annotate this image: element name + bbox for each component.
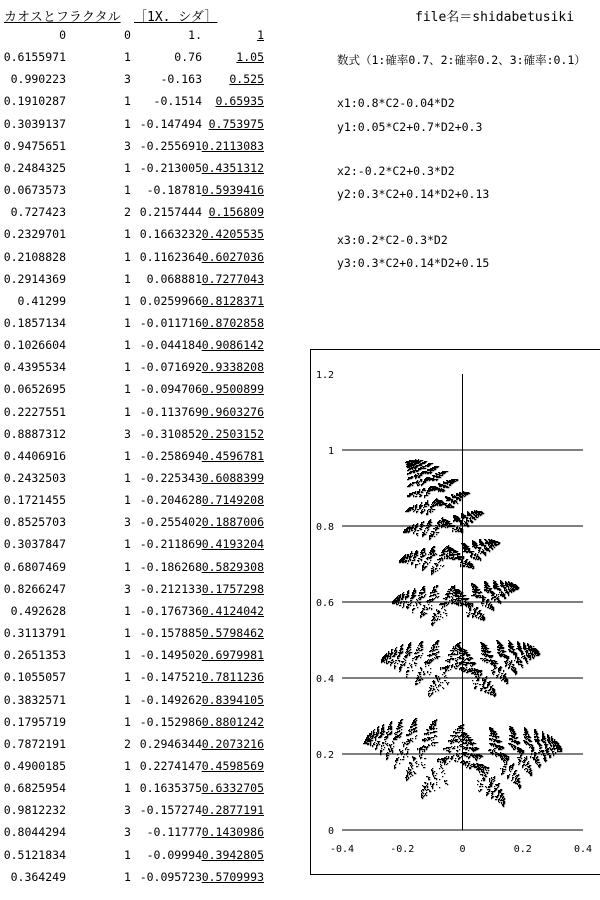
map-choice-cell: 0 xyxy=(124,28,131,42)
table-row xyxy=(0,316,300,334)
x-value-cell: -0.258694 xyxy=(139,448,202,463)
x-value-cell: -0.095723 xyxy=(139,869,202,884)
map-choice-cell: 1 xyxy=(124,493,131,508)
fern-scatter-chart xyxy=(310,349,600,875)
x-value-cell: -0.213005 xyxy=(139,160,202,175)
table-row xyxy=(0,670,300,688)
random-value-cell: 0.727423 xyxy=(10,205,66,220)
table-row xyxy=(0,803,300,821)
random-value-cell: 0.8266247 xyxy=(3,581,66,596)
x-value-cell: -0.186268 xyxy=(139,559,202,574)
map-choice-cell: 3 xyxy=(124,803,131,818)
chart-tick-labels xyxy=(316,370,592,855)
table-row xyxy=(0,338,300,356)
y-value-cell: 0.9603276 xyxy=(201,404,264,419)
table-row xyxy=(0,94,300,112)
map-choice-cell: 1 xyxy=(124,293,131,308)
map-choice-cell: 3 xyxy=(124,515,131,530)
random-value-cell: 0.4900185 xyxy=(3,758,66,773)
x-value-cell: -0.255691 xyxy=(139,138,202,153)
sheet-title: カオスとフラクタル xyxy=(4,10,121,25)
map-choice-cell: 1 xyxy=(124,692,131,707)
table-row xyxy=(0,272,300,290)
x-value-cell: -0.152986 xyxy=(139,714,202,729)
table-row xyxy=(0,781,300,799)
random-value-cell: 0.1857134 xyxy=(3,315,66,330)
random-value-cell: 0.8525703 xyxy=(3,515,66,530)
table-row xyxy=(0,825,300,843)
random-value-cell: 0.5121834 xyxy=(3,847,66,862)
map-choice-cell: 1 xyxy=(124,183,131,198)
random-value-cell: 0.0652695 xyxy=(3,382,66,397)
map-choice-cell: 1 xyxy=(124,360,131,375)
map-choice-cell: 3 xyxy=(124,138,131,153)
x-tick-label: -0.2 xyxy=(390,844,415,855)
table-row xyxy=(0,205,300,223)
table-row xyxy=(0,560,300,578)
map-choice-cell: 1 xyxy=(124,670,131,685)
y-value-cell: 0.6332705 xyxy=(201,781,264,796)
equation-heading: 数式（1:確率0.7、2:確率0.2、3:確率:0.1） xyxy=(337,53,586,67)
table-row xyxy=(0,715,300,733)
random-value-cell: 0.3039137 xyxy=(3,116,66,131)
y-value-cell: 0.2073216 xyxy=(201,736,264,751)
random-value-cell: 0.9475651 xyxy=(3,138,66,153)
x-value-cell: -0.147521 xyxy=(139,670,202,685)
map-choice-cell: 1 xyxy=(124,160,131,175)
map-choice-cell: 1 xyxy=(124,714,131,729)
x-value-cell: 0.068881 xyxy=(146,271,202,286)
y-tick-label: 0.6 xyxy=(315,598,334,609)
table-row xyxy=(0,759,300,777)
map-choice-cell: 1 xyxy=(124,315,131,330)
y-tick-label: 1 xyxy=(327,446,334,457)
y-value-cell: 0.7277043 xyxy=(201,271,264,286)
map-choice-cell: 1 xyxy=(124,404,131,419)
random-value-cell: 0.2432503 xyxy=(3,471,66,485)
random-value-cell: 0.3832571 xyxy=(3,692,66,707)
table-row xyxy=(0,537,300,555)
map-choice-cell: 1 xyxy=(124,227,131,242)
y-tick-label: 0.2 xyxy=(315,750,334,761)
x-value-cell: 0.1635375 xyxy=(139,781,202,796)
table-row xyxy=(0,870,300,888)
map-choice-cell: 1 xyxy=(124,603,131,618)
y-value-cell: 0.9086142 xyxy=(201,338,264,353)
map-choice-cell: 1 xyxy=(124,537,131,552)
random-value-cell: 0.8044294 xyxy=(3,825,66,840)
y-value-cell: 0.65935 xyxy=(215,94,264,109)
y-value-cell: 0.8702858 xyxy=(201,315,264,330)
x-value-cell: -0.149502 xyxy=(139,648,202,663)
map-choice-cell: 1 xyxy=(124,559,131,574)
random-value-cell: 0.0673573 xyxy=(3,183,66,198)
map-choice-cell: 1 xyxy=(124,50,131,65)
table-row xyxy=(0,449,300,467)
x-value-cell: 0.1663232 xyxy=(139,227,202,242)
y-value-cell: 0.1430986 xyxy=(201,825,264,840)
x-tick-label: 0.4 xyxy=(573,844,593,855)
random-value-cell: 0.1721455 xyxy=(3,493,66,508)
x-value-cell: 1. xyxy=(188,28,202,42)
x-value-cell: -0.044184 xyxy=(139,338,202,353)
equation-y2: y2:0.3*C2+0.14*D2+0.13 xyxy=(337,187,490,201)
table-row xyxy=(0,737,300,755)
y-tick-label: 0.4 xyxy=(315,674,334,685)
random-value-cell: 0.6807469 xyxy=(3,559,66,574)
map-choice-cell: 1 xyxy=(124,471,131,485)
x-value-cell: -0.147494 xyxy=(139,116,202,131)
y-tick-label: 0.8 xyxy=(315,522,334,533)
x-value-cell: -0.094706 xyxy=(139,382,202,397)
y-value-cell: 0.1757298 xyxy=(201,581,264,596)
table-row xyxy=(0,493,300,511)
map-choice-cell: 1 xyxy=(124,448,131,463)
y-value-cell: 0.2503152 xyxy=(201,426,264,441)
map-choice-cell: 1 xyxy=(124,758,131,773)
equation-x3: x3:0.2*C2-0.3*D2 xyxy=(337,233,448,247)
table-row xyxy=(0,294,300,312)
x-value-cell: -0.163 xyxy=(160,72,202,87)
random-value-cell: 0.8887312 xyxy=(3,426,66,441)
x-value-cell: 0.1162364 xyxy=(139,249,202,264)
y-value-cell: 0.7811236 xyxy=(201,670,264,685)
random-value-cell: 0.2914369 xyxy=(3,271,66,286)
y-value-cell: 0.9338208 xyxy=(201,360,264,375)
x-value-cell: -0.09994 xyxy=(146,847,202,862)
map-choice-cell: 1 xyxy=(124,382,131,397)
map-choice-cell: 1 xyxy=(124,869,131,884)
map-choice-cell: 1 xyxy=(124,626,131,641)
y-value-cell: 0.156809 xyxy=(208,205,264,220)
table-row xyxy=(0,648,300,666)
map-choice-cell: 3 xyxy=(124,581,131,596)
random-value-cell: 0.2484325 xyxy=(3,160,66,175)
x-value-cell: -0.11777 xyxy=(146,825,202,840)
y-value-cell: 0.4193204 xyxy=(201,537,264,552)
y-value-cell: 0.5709993 xyxy=(201,869,264,884)
x-value-cell: -0.310852 xyxy=(139,426,202,441)
x-tick-label: 0 xyxy=(459,844,466,855)
table-row xyxy=(0,382,300,400)
table-row xyxy=(0,360,300,378)
y-value-cell: 0.4124042 xyxy=(201,603,264,618)
y-value-cell: 0.3942805 xyxy=(201,847,264,862)
random-value-cell: 0.4395534 xyxy=(3,360,66,375)
random-value-cell: 0.41299 xyxy=(17,293,66,308)
x-value-cell: 0.2946344 xyxy=(139,736,202,751)
table-row xyxy=(0,626,300,644)
map-choice-cell: 1 xyxy=(124,249,131,264)
y-value-cell: 0.4351312 xyxy=(201,160,264,175)
map-choice-cell: 1 xyxy=(124,94,131,109)
y-value-cell: 1 xyxy=(257,28,264,42)
x-value-cell: -0.071692 xyxy=(139,360,202,375)
x-value-cell: -0.113769 xyxy=(139,404,202,419)
file-name-label: file名＝shidabetusiki xyxy=(415,10,575,25)
random-value-cell: 0.3037847 xyxy=(3,537,66,552)
y-value-cell: 0.5829308 xyxy=(201,559,264,574)
y-value-cell: 0.7149208 xyxy=(201,493,264,508)
y-tick-label: 0 xyxy=(327,826,334,837)
y-value-cell: 0.753975 xyxy=(208,116,264,131)
random-value-cell: 0.2329701 xyxy=(3,227,66,242)
random-value-cell: 0.990223 xyxy=(10,72,66,87)
table-row xyxy=(0,471,300,489)
equation-y1: y1:0.05*C2+0.7*D2+0.3 xyxy=(337,120,483,134)
x-value-cell: -0.157274 xyxy=(139,803,202,818)
y-value-cell: 0.5939416 xyxy=(201,183,264,198)
x-value-cell: 0.0259966 xyxy=(139,293,202,308)
y-value-cell: 0.2113083 xyxy=(201,138,264,153)
table-row xyxy=(0,515,300,533)
table-row xyxy=(0,183,300,201)
random-value-cell: 0.1055057 xyxy=(3,670,66,685)
y-value-cell: 0.4596781 xyxy=(201,448,264,463)
y-tick-label: 1.2 xyxy=(315,370,334,381)
random-value-cell: 0.7872191 xyxy=(3,736,66,751)
y-value-cell: 0.1887006 xyxy=(201,515,264,530)
map-choice-cell: 1 xyxy=(124,271,131,286)
random-value-cell: 0.9812232 xyxy=(3,803,66,818)
x-value-cell: -0.211869 xyxy=(139,537,202,552)
random-value-cell: 0.3113791 xyxy=(3,626,66,641)
x-value-cell: 0.2157444 xyxy=(139,205,202,220)
y-value-cell: 0.6088399 xyxy=(201,471,264,485)
x-value-cell: -0.225343 xyxy=(139,471,202,485)
x-value-cell: -0.157885 xyxy=(139,626,202,641)
map-choice-cell: 2 xyxy=(124,736,131,751)
y-value-cell: 0.525 xyxy=(229,72,264,87)
table-row xyxy=(0,848,300,866)
y-value-cell: 0.4205535 xyxy=(201,227,264,242)
map-choice-cell: 2 xyxy=(124,205,131,220)
x-value-cell: -0.255402 xyxy=(139,515,202,530)
table-row xyxy=(0,227,300,245)
random-value-cell: 0.4406916 xyxy=(3,448,66,463)
table-row xyxy=(0,161,300,179)
random-value-cell: 0 xyxy=(59,28,66,42)
random-value-cell: 0.2227551 xyxy=(3,404,66,419)
x-value-cell: -0.18781 xyxy=(146,183,202,198)
table-row xyxy=(0,117,300,135)
map-choice-cell: 3 xyxy=(124,426,131,441)
y-value-cell: 0.8801242 xyxy=(201,714,264,729)
table-row xyxy=(0,250,300,268)
x-value-cell: -0.212133 xyxy=(139,581,202,596)
random-value-cell: 0.492628 xyxy=(10,603,66,618)
map-choice-cell: 1 xyxy=(124,781,131,796)
map-choice-cell: 1 xyxy=(124,847,131,862)
x-value-cell: -0.149262 xyxy=(139,692,202,707)
random-value-cell: 0.2651353 xyxy=(3,648,66,663)
table-row xyxy=(0,405,300,423)
y-value-cell: 0.6027036 xyxy=(201,249,264,264)
y-value-cell: 0.8394105 xyxy=(201,692,264,707)
table-row xyxy=(0,139,300,157)
table-row xyxy=(0,427,300,445)
x-value-cell: -0.204628 xyxy=(139,493,202,508)
x-tick-label: -0.4 xyxy=(329,844,355,855)
random-value-cell: 0.6155971 xyxy=(3,50,66,65)
map-choice-cell: 1 xyxy=(124,338,131,353)
x-value-cell: 0.76 xyxy=(174,50,202,65)
table-row xyxy=(0,604,300,622)
random-value-cell: 0.364249 xyxy=(10,869,66,884)
x-value-cell: -0.176736 xyxy=(139,603,202,618)
x-value-cell: -0.011716 xyxy=(139,315,202,330)
equation-x2: x2:-0.2*C2+0.3*D2 xyxy=(337,164,455,178)
x-value-cell: 0.2274147 xyxy=(139,758,202,773)
map-choice-cell: 1 xyxy=(124,116,131,131)
y-value-cell: 0.2877191 xyxy=(201,803,264,818)
random-value-cell: 0.1026604 xyxy=(3,338,66,353)
x-value-cell: -0.1514 xyxy=(153,94,202,109)
equation-x1: x1:0.8*C2-0.04*D2 xyxy=(337,96,455,110)
equation-y3: y3:0.3*C2+0.14*D2+0.15 xyxy=(337,256,490,270)
random-value-cell: 0.6825954 xyxy=(3,781,66,796)
map-choice-cell: 3 xyxy=(124,72,131,87)
y-value-cell: 0.5798462 xyxy=(201,626,264,641)
table-row xyxy=(0,50,300,68)
x-tick-label: 0.2 xyxy=(513,844,532,855)
table-row xyxy=(0,72,300,90)
y-value-cell: 1.05 xyxy=(236,50,264,65)
sheet-subtitle: ［1X. シダ］ xyxy=(134,10,218,25)
y-value-cell: 0.4598569 xyxy=(201,758,264,773)
y-value-cell: 0.6979981 xyxy=(201,648,264,663)
random-value-cell: 0.2108828 xyxy=(3,249,66,264)
map-choice-cell: 1 xyxy=(124,648,131,663)
random-value-cell: 0.1795719 xyxy=(3,714,66,729)
map-choice-cell: 3 xyxy=(124,825,131,840)
table-row xyxy=(0,693,300,711)
table-row xyxy=(0,582,300,600)
table-row xyxy=(0,28,300,46)
random-value-cell: 0.1910287 xyxy=(3,94,66,109)
y-value-cell: 0.8128371 xyxy=(201,293,264,308)
y-value-cell: 0.9500899 xyxy=(201,382,264,397)
